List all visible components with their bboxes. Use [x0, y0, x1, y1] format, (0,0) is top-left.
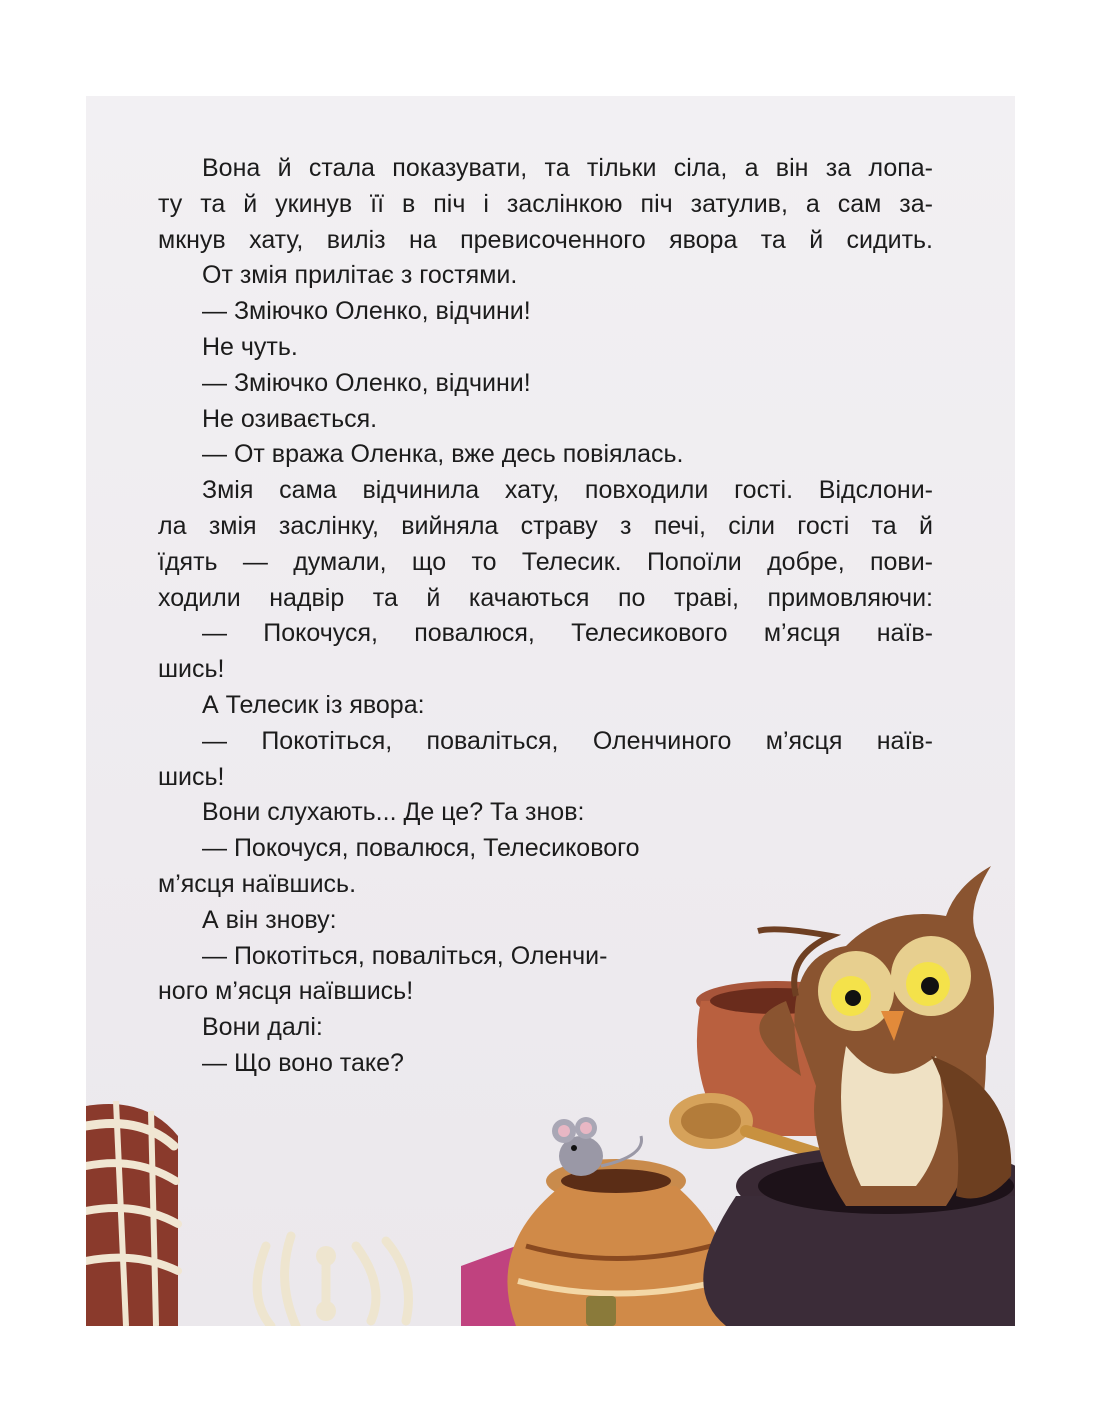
- text-line: Вони слухають... Де це? Та знов:: [202, 798, 585, 827]
- text-line: Вона й стала показувати, та тільки сіла, а він за лопа-: [202, 154, 933, 182]
- book-page: [86, 96, 1015, 1326]
- text-line: Не чуть.: [202, 332, 298, 361]
- text-line: шись!: [158, 762, 225, 791]
- text-line: — Покотiться, повалiться, Оленчи-: [202, 941, 608, 970]
- bones-illustration: [257, 1236, 408, 1326]
- text-line: А Телесик iз явора:: [202, 690, 425, 719]
- text-line: — Що воно таке?: [202, 1048, 404, 1077]
- pot-illustration: [507, 1159, 730, 1326]
- text-line: — Змiючко Оленко, вiдчини!: [202, 297, 531, 326]
- text-line: А вiн знову:: [202, 905, 337, 934]
- text-line: Вони далi:: [202, 1013, 323, 1042]
- text-line: мкнув хату, виліз на превисоченного явора та й сидить.: [158, 225, 933, 254]
- text-line: Змiя сама вiдчинила хату, повходили гостi. Вiдслони-: [202, 476, 933, 505]
- text-line: ходили надвiр та й качаються по травi, примовляючи:: [158, 583, 933, 612]
- text-line: — Покотiться, повалiться, Оленчиного м’ясця наїв-: [202, 726, 933, 755]
- text-line: шись!: [158, 655, 225, 684]
- text-line: ла змія заслінку, вийняла страву з печі, сіли гості та й: [158, 511, 933, 540]
- basket-illustration: [86, 1101, 178, 1326]
- text-line: ного м’ясця наївшись!: [158, 977, 414, 1006]
- story-text: [158, 151, 933, 1082]
- text-line: — Покочуся, повалюся, Телесикового м’ясця наїв-: [202, 619, 933, 648]
- text-line: ту та й укинув її в піч і заслінкою піч затулив, а сам за-: [158, 189, 933, 218]
- text-line: От змія прилітає з гостями.: [202, 261, 518, 290]
- text-line: м’ясця наївшись.: [158, 869, 357, 898]
- text-line: — Змiючко Оленко, вiдчини!: [202, 368, 531, 397]
- text-line: — От вража Оленка, вже десь повiялась.: [202, 440, 684, 469]
- text-line: їдять — думали, що то Телесик. Попоїли добре, пови-: [158, 547, 933, 576]
- text-line: Не озивається.: [202, 404, 378, 433]
- text-line: — Покочуся, повалюся, Телесикового: [202, 834, 640, 863]
